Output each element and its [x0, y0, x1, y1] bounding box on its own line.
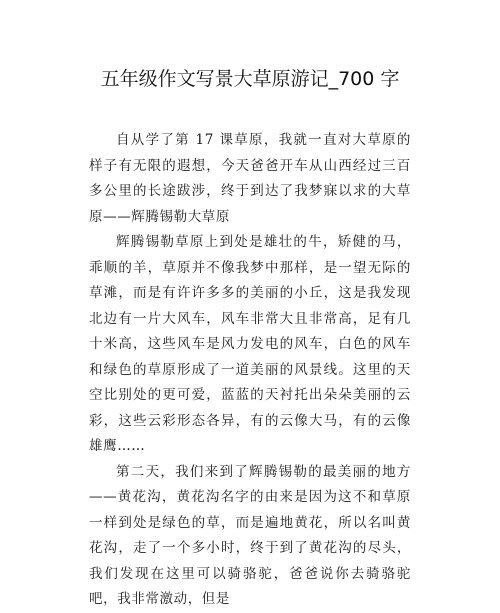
paragraph-3: 第二天，我们来到了辉腾锡勒的最美丽的地方——黄花沟，黄花沟名字的由来是因为这不和草原一样到处是绿色的草，而是遍地黄花，所以名叫黄花沟，走了一个多小时，终于到了黄花沟的尽头，我们发现在这里可以骑骆驼，爸爸说你去骑骆驼吧，我非常激动，但是 — [89, 463, 411, 607]
paragraph-2: 辉腾锡勒草原上到处是雄壮的牛，矫健的马，乖顺的羊，草原并不像我梦中那样，是一望无际的草滩，而是有许许多多的美丽的小丘，这是我发现北边有一片大风车，风车非常大且非常高，足有几十米高，这些风车是风力发电的风车，白色的风车和绿色的草原形成了一道美丽的风景线。这里的天空比别处的更可爱，蓝蓝的天衬托出朵朵美丽的云彩，这些云彩形态各异，有的云像大马，有的云像雄鹰…… — [89, 234, 411, 454]
document-title: 五年级作文写景大草原游记_700 字 — [100, 68, 400, 90]
paragraph-1: 自从学了第 17 课草原，我就一直对大草原的样子有无限的遐想，今天爸爸开车从山西经过三百多公里的长途跋涉，终于到达了我梦寐以求的大草原——辉腾锡勒大草原 — [89, 132, 411, 225]
document-body — [89, 128, 411, 613]
